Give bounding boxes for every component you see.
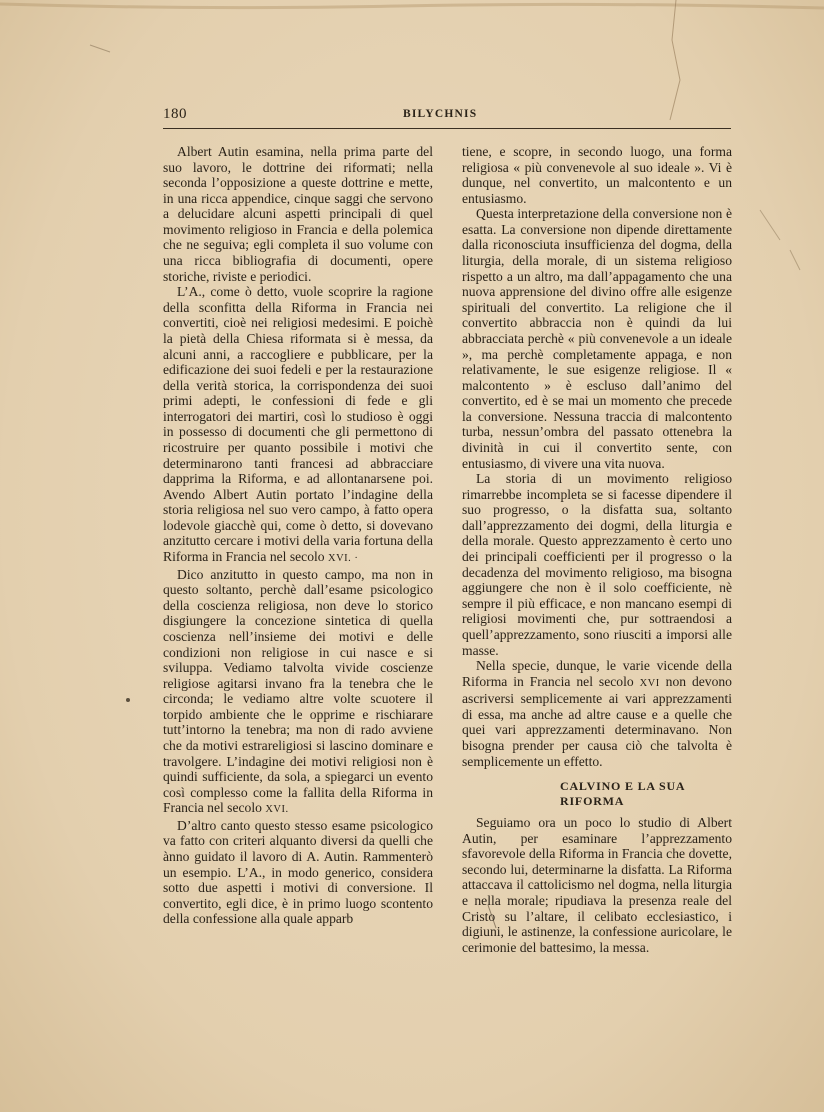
paragraph: Seguiamo ora un poco lo studio di Albert Autin, per esaminare l’apprezzamento sfavorevole della Riforma in Francia che dovette, secondo lui, determinarne la disfatta. La Riforma attaccava il cattolicismo nel dogma, nella liturgia e nella morale; ripudiava la presenza reale del Cristo su l’altare, il celibato ecclesiastico, i digiuni, le astinenze, la confessione auricolare, le cerimonie del battesimo, la messa.	[462, 815, 732, 955]
paragraph: La storia di un movimento religioso rimarrebbe incompleta se si facesse dipendere il suo progresso, o la disfatta sua, soltanto dall’apprezzamento dei dogmi, della liturgia e della morale. Questo apprezzamento è certo uno dei principali coefficienti per il progresso o la decadenza del movimento religioso, ma bisogna aggiungere che non è il solo coefficiente, nè sempre il più efficace, e non mancano esempi di religiosi movimenti che, pur sottraendosi a quell’apprezzamento, sono riusciti a imporsi alle masse.	[462, 471, 732, 658]
paragraph: Albert Autin esamina, nella prima parte del suo lavoro, le dottrine dei riformati; nella seconda l’opposizione a queste dottrine e mette, in una ricca appendice, cinque saggi che servono a delucidare alcuni aspetti principali di quel movimento religioso in Francia e della polemica che ne seguiva; egli completa il suo volume con una ricca bibliografia di documenti, opere storiche, riviste e periodici.	[163, 144, 433, 284]
century-numeral: XVI.	[265, 804, 289, 816]
page-header	[163, 106, 731, 126]
paragraph	[163, 567, 433, 818]
left-column	[163, 144, 433, 927]
section-heading-line: CALVINO E LA SUA	[560, 779, 686, 794]
paragraph-text: L’A., come ò detto, vuole scoprire la ragione della sconfitta della Riforma in Francia nei convertiti, cioè nei religiosi medesimi. E poichè la pietà della Chiesa riformata si è messa, da alcuni anni, a raccogliere e pubblicare, per la edificazione dei suoi fedeli e per la restaurazione della verità storica, la corrispondenza dei suoi primi adepti, le confessioni di fede e gli interrogatori dei martiri, così lo studioso è oggi in possesso di documenti che gli permettono di ricostruire per quanto possibile i motivi che determinarono tanti francesi ad abbracciare dapprima la Riforma, e ad allontanarsene poi. Avendo Albert Autin portato l’indagine della storia religiosa nel suo vero campo, à fatto opera lodevole giacchè qui, come ò detto, si dovevano anzitutto cercare i motivi della varia fortuna della Riforma in Francia nel secolo	[163, 284, 433, 565]
header-rule	[163, 128, 731, 129]
paragraph	[462, 658, 732, 769]
paragraph: D’altro canto questo stesso esame psicologico va fatto con criteri alquanto diversi da quelli che ànno guidato il lavoro di A. Autin. Rammenterò un esempio. L’A., in modo generico, considera sotto due aspetti i motivi di conversione. Il convertito, egli dice, è in primo luogo scontento della confessione alla quale apparb	[163, 817, 433, 927]
paragraph-text: Dico anzitutto in questo campo, ma non in questo soltanto, perchè dall’esame psicologico della coscienza religiosa, non deve lo storico disgiungere la concezione sintetica di quella coscienza nell’insieme dei motivi e delle condizioni non religiose in cui nasce e si sviluppa. Vediamo talvolta vivide coscienze religiose agitarsi invano fra la tenebra che le circonda; le vediamo altre volte scuotere il torpido ambiente che le opprime e rischiarare tutt’intorno la tenebra; ma non di rado avviene che da motivi estrareligiosi si lascino dominare e travolgere. L’indagine dei motivi religiosi non è quindi sufficiente, da sola, a spiegarci un evento così complesso come la fallita della Riforma in Francia nel secolo	[163, 566, 433, 816]
paragraph	[163, 284, 433, 566]
page-number: 180	[163, 106, 187, 122]
paragraph: tiene, e scopre, in secondo luogo, una forma religiosa « più convenevole al suo ideale ». Vi è dunque, nel convertito, un malcontento e un entusiasmo.	[462, 144, 732, 206]
right-column	[462, 144, 732, 955]
century-numeral: XVI	[639, 677, 660, 689]
paragraph: Questa interpretazione della conversione non è esatta. La conversione non dipende direttamente dalla riconosciuta insufficienza del dogma, della liturgia, della morale, di un sistema religioso rispetto a un altro, ma dall’appagamento che una nuova apprensione del divino offre alle esigenze spirituali del convertito. La religione che il convertito abbraccia non è quindi da lui abbracciata perchè « più convenevole a un ideale », ma perchè completamente appaga, e non relativamente, le sue esigenze religiose. Il « malcontento » è escluso dall’animo del convertito, ed è se mai un momento che precede la conversione. Nessuna traccia di malcontento turba, nessun’ombra del passato ottenebra la divinità in cui il convertito sente, con entusiasmo, di vivere una vita nuova.	[462, 206, 732, 471]
century-numeral: XVI. ·	[327, 553, 359, 565]
section-heading-line: RIFORMA	[560, 794, 625, 809]
running-title: BILYCHNIS	[403, 108, 478, 120]
section-heading	[560, 779, 732, 809]
paragraph-text: non devono ascriversi semplicemente ai vari apprezzamenti di essa, ma anche ad altre cause e a quelle che quei vari apprezzamenti determinavano. Non bisogna prender per causa ciò che talvolta è semplicemente un effetto.	[462, 673, 732, 769]
paragraph-text: Nella specie, dunque, le varie vicende della Riforma in Francia nel secolo	[462, 658, 732, 689]
